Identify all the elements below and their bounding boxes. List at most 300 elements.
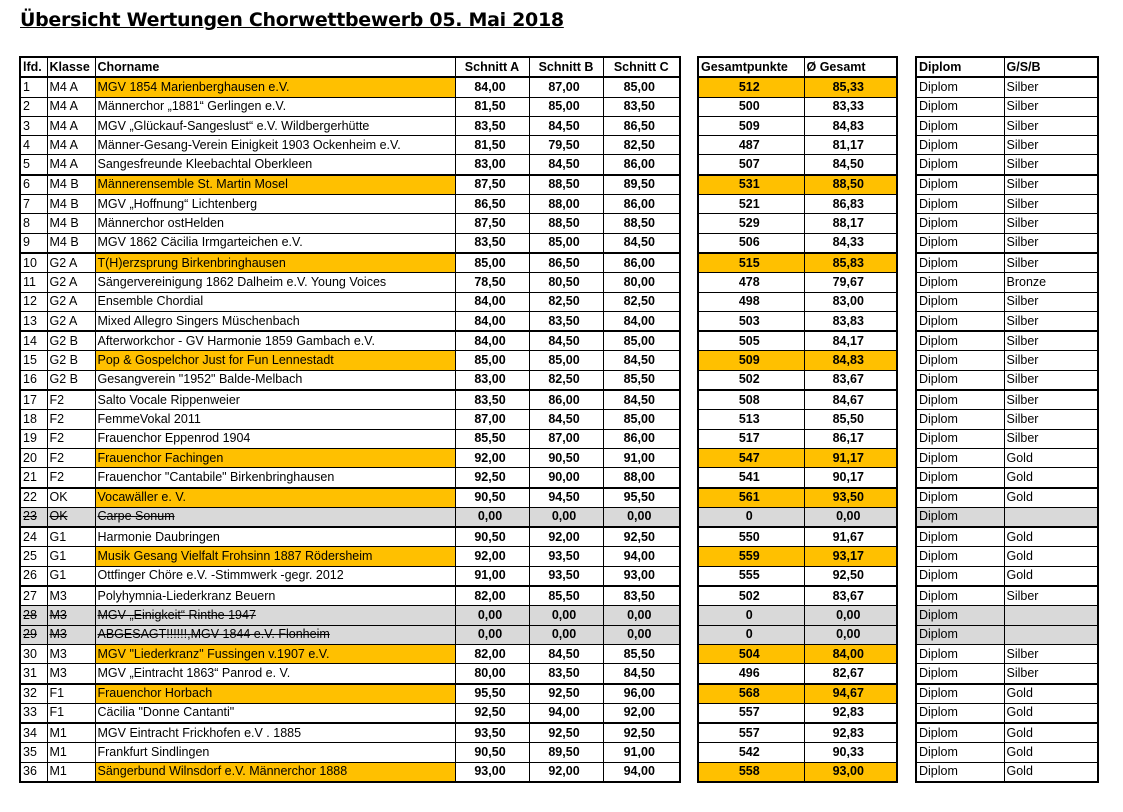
cell-schnitt-c (603, 77, 680, 97)
cell-schnitt-c (603, 97, 680, 116)
cell-avg-gesamt-text: 83,33 (832, 99, 864, 114)
cell-gsb-text: Gold (1006, 568, 1033, 583)
cell-schnitt-c-text: 91,00 (623, 745, 655, 760)
cell-gsb (1004, 488, 1098, 508)
table-row (20, 273, 680, 292)
cell-gesamtpunkte-text: 557 (738, 705, 760, 720)
cell-diplom (916, 214, 1004, 233)
table-row (698, 507, 897, 527)
cell-gsb-text: Gold (1006, 725, 1033, 740)
cell-schnitt-c (603, 292, 680, 311)
cell-lfd-text: 33 (23, 705, 37, 720)
cell-schnitt-c (603, 488, 680, 508)
cell-lfd-text: 7 (23, 196, 30, 211)
cell-lfd-text: 19 (23, 431, 37, 446)
cell-chorname-text: MGV „Glückauf-Sangeslust“ e.V. Wildbergerhütte (97, 118, 370, 133)
cell-gesamtpunkte-text: 504 (738, 646, 760, 661)
cell-chorname (95, 684, 455, 704)
cell-gesamtpunkte (698, 370, 804, 390)
table-row (698, 448, 897, 467)
table-row (20, 448, 680, 467)
cell-gesamtpunkte (698, 97, 804, 116)
cell-diplom-text: Diplom (919, 607, 958, 622)
cell-klasse (47, 195, 95, 214)
cell-chorname (95, 77, 455, 97)
cell-avg-gesamt-text: 93,00 (832, 764, 864, 779)
cell-chorname (95, 547, 455, 566)
cell-gesamtpunkte (698, 136, 804, 155)
table-row (916, 566, 1098, 586)
cell-schnitt-a (455, 566, 529, 586)
cell-chorname (95, 468, 455, 488)
cell-chorname-text: Afterworkchor - GV Harmonie 1859 Gambach e.V. (97, 333, 375, 348)
cell-diplom (916, 644, 1004, 663)
cell-diplom-text: Diplom (919, 549, 958, 564)
cell-gsb (1004, 97, 1098, 116)
cell-schnitt-b-text: 86,00 (548, 392, 580, 407)
cell-lfd-text: 9 (23, 235, 30, 250)
cell-gsb-text: Silber (1006, 588, 1039, 603)
table-row (20, 684, 680, 704)
cell-gsb (1004, 370, 1098, 390)
cell-avg-gesamt-text: 84,83 (832, 118, 864, 133)
cell-schnitt-b-text: 92,50 (548, 686, 580, 701)
table-row (698, 703, 897, 723)
cell-gsb-text: Silber (1006, 118, 1039, 133)
cell-gsb (1004, 703, 1098, 723)
cell-klasse-text: M3 (49, 607, 67, 622)
cell-lfd (20, 527, 47, 547)
table-row (698, 136, 897, 155)
cell-schnitt-c (603, 743, 680, 762)
cell-schnitt-b-text: 93,50 (548, 568, 580, 583)
cell-klasse (47, 723, 95, 743)
cell-diplom (916, 586, 1004, 606)
cell-klasse-text: F1 (49, 705, 65, 720)
cell-chorname (95, 703, 455, 723)
table-row (20, 77, 680, 97)
cell-schnitt-b-text: 0,00 (551, 509, 577, 524)
cell-gesamtpunkte (698, 331, 804, 351)
cell-lfd (20, 116, 47, 135)
cell-avg-gesamt-text: 84,17 (832, 333, 864, 348)
table-row (698, 527, 897, 547)
cell-lfd-text: 10 (23, 255, 37, 270)
cell-schnitt-a-text: 84,00 (474, 313, 506, 328)
cell-klasse-text: M1 (49, 725, 67, 740)
cell-klasse-text: M4 B (49, 235, 79, 250)
cell-klasse-text: OK (49, 509, 68, 524)
cell-diplom (916, 155, 1004, 175)
cell-chorname (95, 311, 455, 331)
cell-avg-gesamt-text: 83,83 (832, 313, 864, 328)
cell-gesamtpunkte-text: 0 (745, 627, 753, 642)
cell-schnitt-a-text: 93,00 (474, 764, 506, 779)
cell-schnitt-c (603, 703, 680, 723)
cell-gesamtpunkte-text: 506 (738, 235, 760, 250)
cell-gsb (1004, 468, 1098, 488)
cell-chorname-text: MGV Eintracht Frickhofen e.V . 1885 (97, 725, 302, 740)
table-row (20, 331, 680, 351)
cell-schnitt-c-text: 85,00 (623, 79, 655, 94)
cell-avg-gesamt-text: 92,83 (832, 725, 864, 740)
table-row (916, 155, 1098, 175)
cell-schnitt-a (455, 97, 529, 116)
cell-avg-gesamt (804, 468, 897, 488)
header-gesamtpunkte: Gesamtpunkte (698, 57, 804, 77)
cell-gsb (1004, 214, 1098, 233)
cell-gesamtpunkte-text: 498 (738, 294, 760, 309)
cell-klasse-text: M4 B (49, 177, 79, 192)
cell-chorname (95, 233, 455, 253)
cell-schnitt-c (603, 723, 680, 743)
cell-schnitt-b-text: 94,00 (548, 705, 580, 720)
cell-chorname (95, 214, 455, 233)
cell-klasse (47, 684, 95, 704)
cell-gesamtpunkte-text: 487 (738, 137, 760, 152)
table-row (698, 429, 897, 448)
table-row (916, 175, 1098, 195)
cell-schnitt-c-text: 92,50 (623, 725, 655, 740)
cell-schnitt-a (455, 214, 529, 233)
cell-gsb-text: Silber (1006, 411, 1039, 426)
cell-lfd-text: 35 (23, 745, 37, 760)
cell-gsb (1004, 547, 1098, 566)
cell-klasse-text: G2 A (49, 294, 78, 309)
cell-schnitt-c (603, 175, 680, 195)
cell-gesamtpunkte-text: 500 (738, 99, 760, 114)
cell-avg-gesamt (804, 644, 897, 663)
cell-gesamtpunkte (698, 664, 804, 684)
cell-klasse (47, 97, 95, 116)
cell-diplom-text: Diplom (919, 764, 958, 779)
cell-gesamtpunkte-text: 515 (738, 255, 760, 270)
cell-lfd (20, 664, 47, 684)
cell-schnitt-c (603, 625, 680, 644)
cell-avg-gesamt (804, 292, 897, 311)
cell-diplom-text: Diplom (919, 372, 958, 387)
cell-schnitt-b-text: 94,50 (548, 490, 580, 505)
cell-schnitt-b (529, 331, 603, 351)
cell-schnitt-b-text: 92,00 (548, 529, 580, 544)
cell-chorname (95, 351, 455, 370)
cell-gesamtpunkte (698, 410, 804, 429)
cell-schnitt-a (455, 684, 529, 704)
cell-avg-gesamt-text: 93,17 (832, 549, 864, 564)
cell-schnitt-c (603, 586, 680, 606)
cell-schnitt-c-text: 84,00 (623, 313, 655, 328)
cell-lfd (20, 743, 47, 762)
cell-lfd-text: 30 (23, 646, 37, 661)
cell-chorname-text: Polyhymnia-Liederkranz Beuern (97, 588, 276, 603)
cell-chorname (95, 743, 455, 762)
cell-diplom (916, 311, 1004, 331)
cell-klasse (47, 586, 95, 606)
cell-chorname (95, 723, 455, 743)
cell-gesamtpunkte (698, 195, 804, 214)
cell-lfd (20, 370, 47, 390)
cell-avg-gesamt (804, 116, 897, 135)
cell-avg-gesamt (804, 566, 897, 586)
cell-klasse (47, 625, 95, 644)
cell-schnitt-b (529, 547, 603, 566)
cell-klasse (47, 351, 95, 370)
header-avg-gesamt: Ø Gesamt (804, 57, 897, 77)
table-row (20, 644, 680, 663)
cell-avg-gesamt (804, 488, 897, 508)
cell-diplom (916, 488, 1004, 508)
table-row (20, 488, 680, 508)
cell-diplom (916, 253, 1004, 273)
cell-gsb-text: Silber (1006, 177, 1039, 192)
table-row (698, 625, 897, 644)
cell-schnitt-a (455, 292, 529, 311)
cell-schnitt-b-text: 85,00 (548, 99, 580, 114)
table-row (916, 723, 1098, 743)
cell-schnitt-a (455, 448, 529, 467)
cell-diplom-text: Diplom (919, 725, 958, 740)
cell-schnitt-b-text: 84,50 (548, 646, 580, 661)
cell-schnitt-a-text: 85,50 (474, 431, 506, 446)
table-row (698, 155, 897, 175)
cell-schnitt-b-text: 87,00 (548, 79, 580, 94)
cell-gesamtpunkte-text: 555 (738, 568, 760, 583)
cell-klasse-text: G2 A (49, 274, 78, 289)
cell-avg-gesamt (804, 743, 897, 762)
cell-schnitt-c (603, 233, 680, 253)
cell-klasse-text: F2 (49, 450, 65, 465)
cell-gsb (1004, 175, 1098, 195)
table-row (20, 410, 680, 429)
cell-schnitt-b-text: 84,50 (548, 118, 580, 133)
cell-klasse-text: M4 A (49, 79, 78, 94)
cell-schnitt-c-text: 83,50 (623, 588, 655, 603)
cell-schnitt-c (603, 664, 680, 684)
cell-schnitt-b (529, 723, 603, 743)
cell-gesamtpunkte (698, 762, 804, 782)
cell-lfd (20, 311, 47, 331)
cell-lfd-text: 18 (23, 411, 37, 426)
cell-diplom (916, 527, 1004, 547)
cell-schnitt-a-text: 90,50 (474, 745, 506, 760)
cell-chorname (95, 331, 455, 351)
cell-gsb (1004, 762, 1098, 782)
table-row (698, 331, 897, 351)
cell-schnitt-a-text: 90,50 (474, 490, 506, 505)
cell-lfd (20, 429, 47, 448)
cell-lfd-text: 13 (23, 313, 37, 328)
cell-schnitt-a (455, 155, 529, 175)
scores-header-row (20, 57, 680, 77)
cell-chorname-text: MGV „Einigkeit“ Rinthe 1947 (97, 607, 256, 622)
cell-avg-gesamt (804, 214, 897, 233)
cell-diplom-text: Diplom (919, 665, 958, 680)
cell-klasse-text: M1 (49, 764, 67, 779)
table-row (698, 644, 897, 663)
cell-avg-gesamt (804, 77, 897, 97)
cell-avg-gesamt-text: 86,17 (832, 431, 864, 446)
table-row (20, 97, 680, 116)
cell-klasse (47, 253, 95, 273)
cell-avg-gesamt-text: 85,50 (832, 411, 864, 426)
table-row (20, 664, 680, 684)
cell-lfd-text: 36 (23, 764, 37, 779)
cell-gsb (1004, 390, 1098, 410)
cell-diplom (916, 625, 1004, 644)
cell-chorname-text: Männerchor „1881“ Gerlingen e.V. (97, 99, 287, 114)
cell-diplom (916, 606, 1004, 625)
table-row (916, 547, 1098, 566)
table-row (20, 351, 680, 370)
cell-gsb-text: Silber (1006, 157, 1039, 172)
cell-schnitt-c-text: 86,00 (623, 255, 655, 270)
table-row (698, 77, 897, 97)
cell-avg-gesamt (804, 664, 897, 684)
cell-lfd (20, 292, 47, 311)
cell-diplom-text: Diplom (919, 177, 958, 192)
cell-gesamtpunkte (698, 488, 804, 508)
cell-diplom (916, 664, 1004, 684)
cell-lfd (20, 97, 47, 116)
cell-klasse (47, 664, 95, 684)
cell-klasse (47, 410, 95, 429)
table-row (20, 566, 680, 586)
cell-gesamtpunkte (698, 390, 804, 410)
cell-gesamtpunkte-text: 508 (738, 392, 760, 407)
table-row (20, 175, 680, 195)
cell-lfd (20, 331, 47, 351)
cell-diplom-text: Diplom (919, 79, 958, 94)
cell-schnitt-b (529, 507, 603, 527)
cell-schnitt-b (529, 370, 603, 390)
cell-schnitt-c-text: 84,50 (623, 665, 655, 680)
cell-schnitt-c (603, 527, 680, 547)
cell-lfd-text: 6 (23, 177, 30, 192)
cell-schnitt-a-text: 92,00 (474, 549, 506, 564)
cell-klasse-text: F2 (49, 392, 65, 407)
cell-gsb-text: Bronze (1006, 274, 1047, 289)
cell-diplom-text: Diplom (919, 411, 958, 426)
cell-diplom-text: Diplom (919, 313, 958, 328)
cell-lfd-text: 15 (23, 353, 37, 368)
cell-klasse (47, 214, 95, 233)
cell-diplom (916, 292, 1004, 311)
cell-schnitt-c (603, 762, 680, 782)
cell-schnitt-b (529, 390, 603, 410)
table-row (20, 743, 680, 762)
cell-schnitt-c (603, 429, 680, 448)
cell-lfd-text: 31 (23, 665, 37, 680)
table-row (916, 410, 1098, 429)
cell-avg-gesamt-text: 84,50 (832, 157, 864, 172)
cell-gesamtpunkte-text: 502 (738, 588, 760, 603)
cell-chorname-text: Harmonie Daubringen (97, 529, 220, 544)
totals-table (697, 56, 898, 783)
cell-chorname-text: Gesangverein "1952" Balde-Melbach (97, 372, 303, 387)
cell-gsb (1004, 429, 1098, 448)
cell-klasse (47, 527, 95, 547)
cell-lfd (20, 606, 47, 625)
cell-schnitt-c-text: 84,50 (623, 392, 655, 407)
cell-schnitt-b-text: 89,50 (548, 745, 580, 760)
cell-schnitt-a-text: 0,00 (477, 509, 503, 524)
table-row (20, 195, 680, 214)
cell-schnitt-b (529, 684, 603, 704)
cell-avg-gesamt (804, 273, 897, 292)
cell-schnitt-b (529, 273, 603, 292)
cell-lfd-text: 25 (23, 549, 37, 564)
cell-schnitt-c-text: 92,00 (623, 705, 655, 720)
cell-diplom-text: Diplom (919, 469, 958, 484)
cell-chorname (95, 116, 455, 135)
cell-klasse-text: F2 (49, 431, 65, 446)
cell-gsb (1004, 351, 1098, 370)
cell-klasse (47, 331, 95, 351)
cell-schnitt-c-text: 85,50 (623, 372, 655, 387)
cell-schnitt-c-text: 84,50 (623, 353, 655, 368)
cell-lfd-text: 27 (23, 588, 37, 603)
cell-gsb (1004, 331, 1098, 351)
cell-avg-gesamt (804, 351, 897, 370)
cell-klasse-text: M4 A (49, 157, 78, 172)
cell-klasse (47, 743, 95, 762)
table-row (20, 586, 680, 606)
cell-schnitt-c (603, 155, 680, 175)
cell-diplom-text: Diplom (919, 588, 958, 603)
cell-schnitt-c-text: 80,00 (623, 274, 655, 289)
cell-diplom (916, 77, 1004, 97)
table-row (916, 488, 1098, 508)
table-row (698, 195, 897, 214)
table-row (916, 586, 1098, 606)
cell-gsb-text: Silber (1006, 665, 1039, 680)
cell-gsb-text: Gold (1006, 469, 1033, 484)
cell-avg-gesamt (804, 625, 897, 644)
cell-chorname-text: Cäcilia "Donne Cantanti" (97, 705, 235, 720)
cell-chorname-text: Männer-Gesang-Verein Einigkeit 1903 Ockenheim e.V. (97, 137, 401, 152)
table-row (698, 723, 897, 743)
table-row (698, 116, 897, 135)
table-row (698, 743, 897, 762)
cell-gesamtpunkte (698, 233, 804, 253)
cell-avg-gesamt (804, 762, 897, 782)
cell-schnitt-b (529, 155, 603, 175)
cell-schnitt-a-text: 83,50 (474, 118, 506, 133)
table-row (698, 175, 897, 195)
cell-chorname-text: T(H)erzsprung Birkenbringhausen (97, 255, 286, 270)
cell-schnitt-a-text: 87,00 (474, 411, 506, 426)
cell-lfd (20, 762, 47, 782)
cell-avg-gesamt-text: 86,83 (832, 196, 864, 211)
cell-schnitt-b-text: 93,50 (548, 549, 580, 564)
table-row (916, 743, 1098, 762)
cell-gesamtpunkte (698, 311, 804, 331)
cell-schnitt-a-text: 80,00 (474, 665, 506, 680)
cell-schnitt-a (455, 507, 529, 527)
table-row (20, 703, 680, 723)
cell-lfd (20, 390, 47, 410)
cell-lfd (20, 136, 47, 155)
table-row (916, 448, 1098, 467)
cell-gsb-text: Gold (1006, 705, 1033, 720)
cell-chorname-text: MGV „Eintracht 1863“ Panrod e. V. (97, 665, 291, 680)
cell-schnitt-c-text: 92,50 (623, 529, 655, 544)
cell-gesamtpunkte (698, 351, 804, 370)
page-title: Übersicht Wertungen Chorwettbewerb 05. Mai 2018 (20, 9, 564, 31)
cell-schnitt-a-text: 86,50 (474, 196, 506, 211)
cell-schnitt-b-text: 79,50 (548, 137, 580, 152)
table-row (698, 97, 897, 116)
